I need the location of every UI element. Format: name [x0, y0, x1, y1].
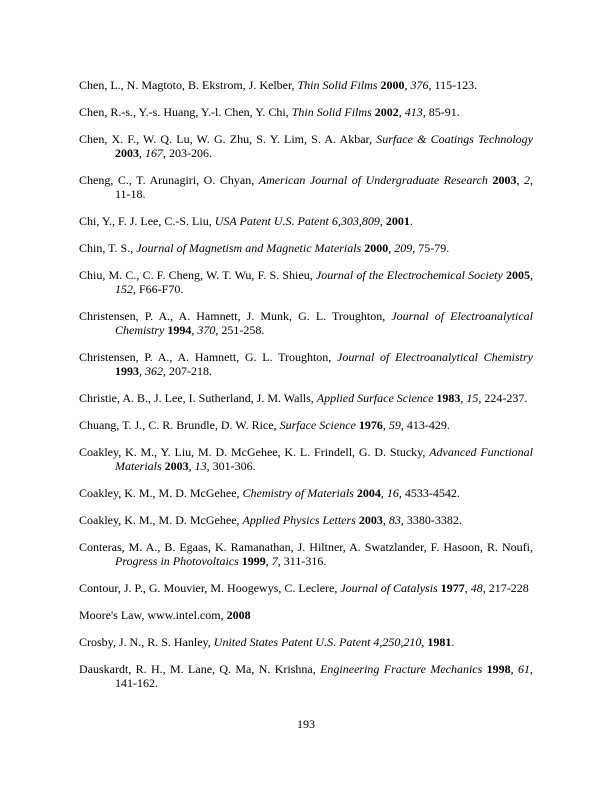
reference-text-segment: Chen, R.-s., Y.-s. Huang, Y.-l. Chen, Y. Chi, — [79, 105, 292, 119]
reference-text-segment: 167 — [145, 146, 163, 160]
reference-text-segment: , — [380, 486, 387, 500]
reference-text-segment: Progress in Photovoltaics — [115, 554, 239, 568]
reference-text-segment: 376 — [410, 78, 429, 92]
reference-text-segment: , — [421, 635, 428, 649]
reference-entry — [79, 608, 533, 622]
references-list — [79, 78, 533, 703]
reference-text-segment: Dauskardt, R. H., M. Lane, Q. Ma, N. Krishna, — [79, 662, 321, 676]
reference-entry — [79, 662, 533, 690]
reference-text-segment: 2008 — [226, 608, 251, 622]
reference-text-segment: 1977 — [440, 581, 465, 595]
reference-text-segment: Christie, A. B., J. Lee, I. Sutherland, J. M. Walls, — [79, 391, 317, 405]
reference-text-segment: , — [382, 513, 389, 527]
reference-text-segment: Thin Solid Films — [297, 78, 378, 92]
reference-text-segment: , — [464, 581, 471, 595]
reference-text-segment: , — [139, 364, 145, 378]
reference-text-segment: Journal of Catalysis — [340, 581, 438, 595]
reference-text-segment: , 207-218. — [163, 364, 212, 378]
reference-text-segment: 2005 — [506, 268, 530, 282]
reference-text-segment: Journal of Magnetism and Magnetic Materials — [136, 241, 362, 255]
reference-entry — [79, 513, 533, 527]
reference-entry — [79, 540, 533, 568]
reference-entry — [79, 78, 533, 92]
reference-text-segment: Chuang, T. J., C. R. Brundle, D. W. Rice, — [79, 418, 280, 432]
reference-entry — [79, 214, 533, 228]
reference-text-segment: 1983 — [436, 391, 461, 405]
reference-text-segment: , 311-316. — [277, 554, 327, 568]
reference-text-segment: 83 — [388, 513, 401, 527]
reference-text-segment: , 141-162. — [115, 662, 534, 690]
reference-text-segment: 209 — [394, 241, 413, 255]
reference-text-segment: 13 — [194, 459, 207, 473]
reference-text-segment: Chiu, M. C., C. F. Cheng, W. T. Wu, F. S. Shieu, — [79, 268, 316, 282]
reference-text-segment: 15 — [466, 391, 479, 405]
reference-text-segment: Contour, J. P., G. Mouvier, M. Hoogewys, C. Leclere, — [79, 581, 341, 595]
reference-text-segment: Conteras, M. A., B. Egaas, K. Ramanathan, J. Hiltner, A. Swatzlander, F. Hasoon, R. Noufi, — [79, 540, 533, 554]
reference-text-segment: 2001 — [385, 214, 410, 228]
reference-text-segment: 1981 — [427, 635, 452, 649]
reference-text-segment: Cheng, C., T. Arunagiri, O. Chyan, — [79, 173, 259, 187]
reference-text-segment: Advanced Functional Materials — [115, 445, 534, 473]
reference-text-segment: Journal of Electroanalytical Chemistry — [337, 350, 533, 364]
reference-text-segment: , — [530, 268, 533, 282]
reference-text-segment: , 3380-3382. — [400, 513, 462, 527]
reference-text-segment: , — [191, 323, 198, 337]
reference-text-segment: 362 — [145, 364, 163, 378]
reference-text-segment: Crosby, J. N., R. S. Hanley, — [79, 635, 214, 649]
reference-text-segment: Surface Science — [279, 418, 356, 432]
reference-text-segment: Thin Solid Films — [291, 105, 372, 119]
reference-text-segment: Chemistry of Materials — [242, 486, 354, 500]
reference-text-segment: Moore's Law, www.intel.com, — [79, 608, 227, 622]
reference-text-segment: 152 — [115, 282, 133, 296]
reference-text-segment: , 11-18. — [115, 173, 533, 201]
reference-text-segment: Applied Surface Science — [316, 391, 434, 405]
reference-entry — [79, 581, 533, 595]
reference-text-segment: 2000 — [364, 241, 389, 255]
reference-text-segment: 1999 — [241, 554, 266, 568]
reference-text-segment: , — [510, 662, 519, 676]
reference-text-segment: 1998 — [486, 662, 511, 676]
reference-text-segment: , 203-206. — [163, 146, 212, 160]
reference-text-segment: 1994 — [167, 323, 192, 337]
reference-text-segment: , — [139, 146, 145, 160]
page-number: 193 — [297, 717, 315, 731]
reference-text-segment: , 224-237. — [478, 391, 528, 405]
reference-text-segment: , 251-258. — [215, 323, 265, 337]
reference-text-segment: Coakley, K. M., M. D. McGehee, — [79, 513, 243, 527]
reference-text-segment: , — [382, 418, 389, 432]
reference-text-segment: . — [409, 214, 413, 228]
reference-text-segment: USA Patent U.S. Patent 6,303,809 — [214, 214, 380, 228]
reference-text-segment: , — [188, 459, 195, 473]
reference-text-segment: . — [451, 635, 455, 649]
reference-text-segment: , 217-228 — [482, 581, 529, 595]
reference-entry — [79, 635, 533, 649]
reference-entry — [79, 105, 533, 119]
reference-text-segment: 16 — [386, 486, 399, 500]
reference-text-segment: 7 — [271, 554, 278, 568]
reference-text-segment: Chin, T. S., — [79, 241, 137, 255]
reference-text-segment: , 85-91. — [422, 105, 460, 119]
reference-entry — [79, 132, 533, 160]
reference-text-segment: Engineering Fracture Mechanics — [320, 662, 483, 676]
reference-text-segment: 2003 — [115, 146, 139, 160]
reference-entry — [79, 268, 533, 296]
reference-text-segment: Journal of the Electrochemical Society — [315, 268, 503, 282]
reference-entry — [79, 350, 533, 378]
reference-text-segment: 61 — [518, 662, 531, 676]
reference-text-segment: Coakley, K. M., Y. Liu, M. D. McGehee, K. L. Frindell, G. D. Stucky, — [79, 445, 430, 459]
reference-text-segment: Christensen, P. A., A. Hamnett, J. Munk, G. L. Troughton, — [79, 309, 392, 323]
reference-text-segment: 2003 — [164, 459, 189, 473]
reference-text-segment: , 75-79. — [412, 241, 450, 255]
reference-text-segment: 2003 — [492, 173, 517, 187]
reference-text-segment: Christensen, P. A., A. Hamnett, G. L. Troughton, — [79, 350, 338, 364]
reference-text-segment: 2004 — [356, 486, 381, 500]
reference-text-segment: , 413-429. — [400, 418, 450, 432]
reference-text-segment: Coakley, K. M., M. D. McGehee, — [79, 486, 243, 500]
reference-entry — [79, 391, 533, 405]
reference-text-segment: 370 — [197, 323, 216, 337]
reference-entry — [79, 418, 533, 432]
reference-text-segment: , — [398, 105, 405, 119]
reference-text-segment: , 301-306. — [206, 459, 256, 473]
reference-text-segment: 2000 — [380, 78, 405, 92]
reference-text-segment: , — [516, 173, 524, 187]
reference-text-segment: 2 — [524, 173, 530, 187]
reference-entry — [79, 445, 533, 473]
reference-text-segment: , — [388, 241, 395, 255]
reference-text-segment: 1993 — [115, 364, 139, 378]
reference-text-segment: Chen, L., N. Magtoto, B. Ekstrom, J. Kelber, — [79, 78, 298, 92]
reference-text-segment: 413 — [404, 105, 423, 119]
reference-text-segment: , F66-F70. — [133, 282, 184, 296]
reference-text-segment: , — [379, 214, 386, 228]
reference-text-segment: 1976 — [358, 418, 383, 432]
reference-text-segment: , — [404, 78, 411, 92]
reference-text-segment: Chi, Y., F. J. Lee, C.-S. Liu, — [79, 214, 215, 228]
reference-text-segment: Applied Physics Letters — [242, 513, 356, 527]
reference-text-segment: , — [265, 554, 272, 568]
reference-entry — [79, 241, 533, 255]
reference-entry — [79, 309, 533, 337]
reference-entry — [79, 486, 533, 500]
reference-text-segment: American Journal of Undergraduate Research — [258, 173, 488, 187]
reference-text-segment: Surface & Coatings Technology — [376, 132, 533, 146]
reference-text-segment: , — [460, 391, 467, 405]
reference-text-segment: United States Patent U.S. Patent 4,250,210 — [213, 635, 422, 649]
reference-text-segment: , 115-123. — [428, 78, 478, 92]
reference-text-segment: , 4533-4542. — [398, 486, 460, 500]
reference-text-segment: Journal of Electroanalytical Chemistry — [115, 309, 533, 337]
reference-entry — [79, 173, 533, 201]
reference-text-segment: 2003 — [358, 513, 383, 527]
reference-text-segment: 48 — [470, 581, 483, 595]
reference-text-segment: 2002 — [374, 105, 399, 119]
reference-text-segment: 59 — [388, 418, 401, 432]
reference-text-segment: Chen, X. F., W. Q. Lu, W. G. Zhu, S. Y. Lim, S. A. Akbar, — [79, 132, 377, 146]
